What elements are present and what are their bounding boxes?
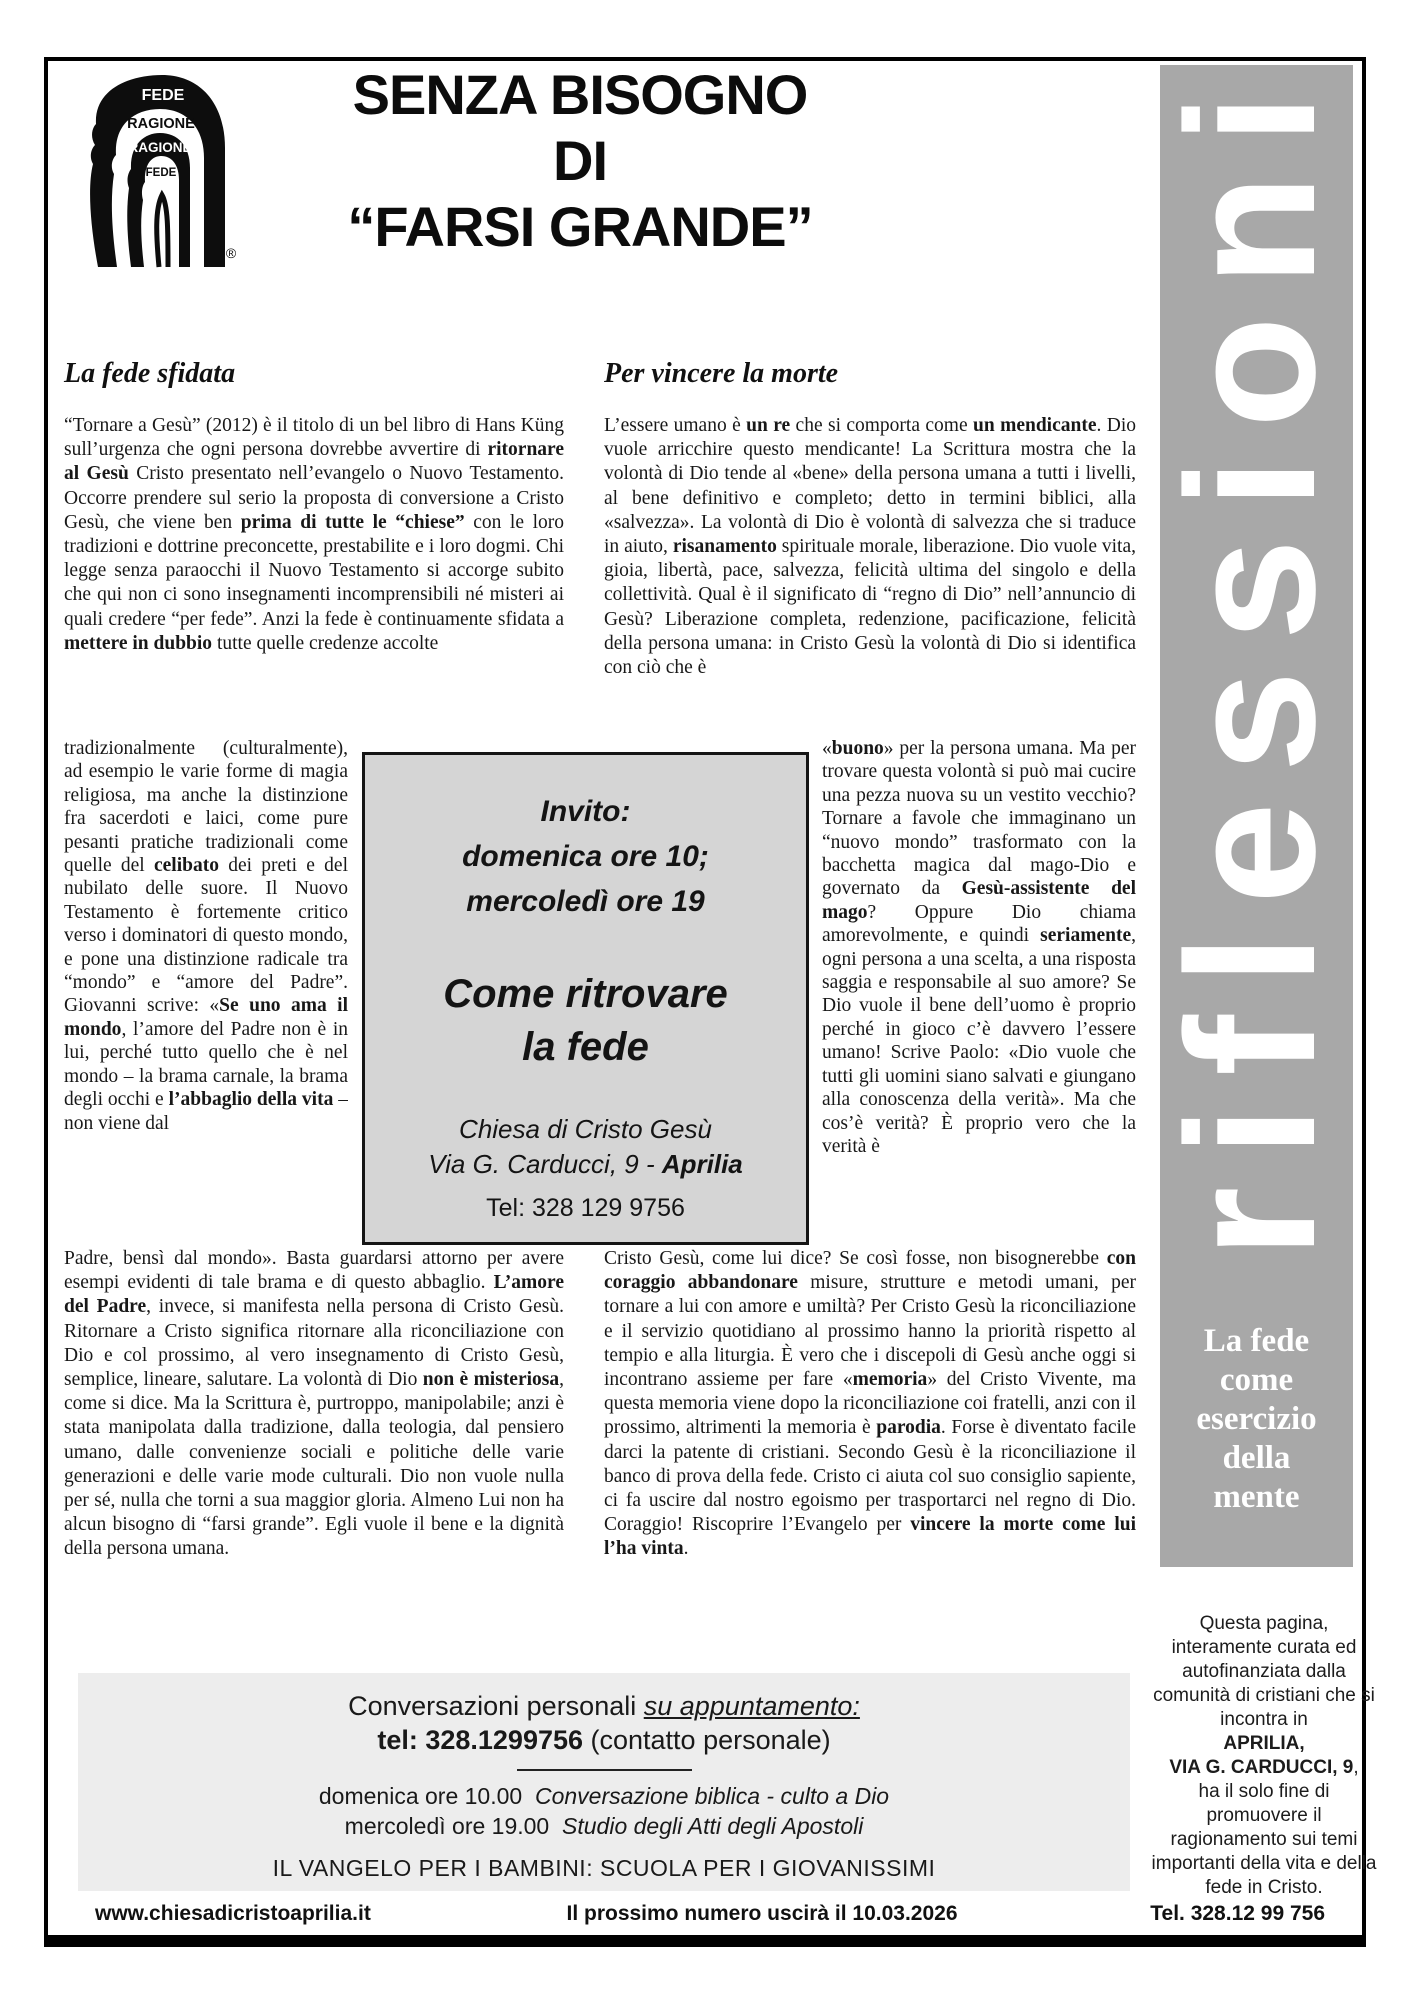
invite-title-line-2: la fede xyxy=(522,1025,649,1069)
right-article-text-wrap: «buono» per la persona umana. Ma per trovare questa volontà si può mai cucire una pezza nuova su un vestito vecchio? Tornare a favole che immaginano un “nuovo mondo” trasformato con la bacchetta magica dal mago-Dio e governato da Gesù-assistente del mago? Oppure Dio chiama amorevolmente, e quindi seriamente, ogni persona a una scelta, a una risposta saggia e responsabile al suo amore? Se Dio vuole il bene dell’uomo è proprio perché in gioco c’è davvero l’essere umano! Scrive Paolo: «Dio vuole che tutti gli uomini siano salvati e giungano alla conoscenza della verità». Ma che cos’è verità? È proprio vero che la verità è xyxy=(822,738,1136,1157)
invite-label: Invito: xyxy=(540,795,631,828)
page-title xyxy=(250,62,910,260)
footer-next-issue: Il prossimo numero uscirà il 10.03.2026 xyxy=(566,1902,958,1925)
children-school-line: IL VANGELO PER I BAMBINI: SCUOLA PER I GIOVANISSIMI xyxy=(272,1855,936,1881)
invite-wednesday-time: mercoledì ore 19 xyxy=(466,885,705,918)
contact-box xyxy=(78,1673,1130,1891)
right-article-heading: Per vincere la morte xyxy=(604,358,839,389)
left-article-text-top: “Tornare a Gesù” (2012) è il titolo di un bel libro di Hans Küng sull’urgenza che ogni persona dovrebbe avvertire di ritornare al Gesù Cristo presentato nell’evangelo o Nuovo Testamento. Occorre prendere sul serio la proposta di conversione a Cristo Gesù, che viene ben prima di tutte le “chiese” con le loro tradizioni e dottrine preconcette, prestabilite e i loro dogmi. Chi legge senza paraocchi il Nuovo Testamento si accorge subito che qui non ci sono insegnamenti incomprensibili né misteri ai quali credere “per fede”. Anzi la fede è continuamente sfidata a mettere in dubbio tutte quelle credenze accolte xyxy=(64,415,564,654)
schedule-time: mercoledì ore 19.00 xyxy=(344,1813,550,1839)
sidebar-vertical-title: riflessioni xyxy=(1148,63,1353,1258)
sidebar-funding-note: Questa pagina, interamente curata ed autofinanziata dalla comunità di cristiani che si incontra in APRILIA, VIA G. CARDUCCI, 9, ha il solo fine di promuovere il ragionamento sui temi importanti della vita e della fede in Cristo. xyxy=(1151,1613,1377,1898)
logo-label-fede-outer: FEDE xyxy=(141,87,185,104)
title-line-1: SENZA BISOGNO xyxy=(352,63,808,126)
contact-phone-line: tel: 328.1299756 (contatto personale) xyxy=(377,1725,831,1755)
contact-divider xyxy=(517,1769,692,1771)
left-article-text-wrap: tradizionalmente (culturalmente), ad esempio le varie forme di magia religiosa, ma anche la distinzione fra sacerdoti e laici, come pure pesanti pratiche tradizionali come quelle del celibato dei preti e del nubilato delle suore. Il Nuovo Testamento è fortemente critico verso i dominatori di questo mondo, e pone una distinzione radicale tra “mondo” e “amore del Padre”. Giovanni scrive: «Se uno ama il mondo, l’amore del Padre non è in lui, perché tutto quello che è nel mondo – la brama carnale, la brama degli occhi e l’abbaglio della vita – non viene dal xyxy=(64,738,348,1134)
church-name: Chiesa di Cristo Gesù xyxy=(459,1114,712,1144)
invitation-box xyxy=(362,752,809,1245)
schedule-desc: Studio degli Atti degli Apostoli xyxy=(562,1813,864,1839)
right-article-text-bottom: Cristo Gesù, come lui dice? Se così fosse, non bisognerebbe con coraggio abbandonare misure, strutture e metodi umani, per tornare a lui con amore e umiltà? Per Cristo Gesù la riconciliazione e il servizio quotidiano al prossimo hanno la priorità rispetto al tempio e alla liturgia. È vero che i discepoli di Gesù anche oggi si incontrano assieme per fare «memoria» del Cristo Vivente, ma questa memoria viene dopo la riconciliazione coi fratelli, anzi con il prossimo, altrimenti la memoria è parodia. Forse è diventato facile darci la patente di cristiani. Secondo Gesù è la riconciliazione il banco di prova della fede. Cristo ci aiuta col suo consiglio sapiente, ci fa uscire dal nostro egoismo per trasportarci nel regno di Dio. Coraggio! Riscoprire l’Evangelo per vincere la morte come lui l’ha vinta. xyxy=(604,1248,1136,1560)
schedule-row-sunday xyxy=(78,1781,1130,1811)
title-line-3: “FARSI GRANDE” xyxy=(347,195,813,258)
logo-label-ragione-2: RAGIONE xyxy=(128,140,192,155)
church-phone: Tel: 328 129 9756 xyxy=(486,1194,685,1222)
left-article-heading: La fede sfidata xyxy=(64,358,236,389)
footer-phone: Tel. 328.12 99 756 xyxy=(1150,1902,1325,1925)
right-article-text-top: L’essere umano è un re che si comporta come un mendicante. Dio vuole arricchire questo mendicante! La Scrittura mostra che la volontà di Dio tende al «bene» della persona umana a tutti i livelli, al bene definitivo e completo; detto in termini biblici, alla «salvezza». La volontà di Dio è volontà di salvezza che si traduce in aiuto, risanamento spirituale morale, liberazione. Dio vuole vita, gioia, libertà, pace, salvezza, felicità ultima del singolo e della collettività. Qual è il significato di “regno di Dio” nell’annuncio di Gesù? Liberazione completa, redenzione, pacificazione, felicità della persona umana: in Cristo Gesù la volontà di Dio si identifica con ciò che è xyxy=(604,415,1136,679)
title-line-2: DI xyxy=(553,129,607,192)
contact-appointment-line: Conversazioni personali su appuntamento: xyxy=(348,1691,860,1721)
schedule-row-wednesday xyxy=(78,1811,1130,1841)
invite-sunday-time: domenica ore 10; xyxy=(462,840,709,873)
footer-website: www.chiesadicristoaprilia.it xyxy=(95,1902,371,1925)
sidebar-slogan: La fede come esercizio della mente xyxy=(1196,1323,1317,1515)
logo-label-ragione-1: RAGIONE xyxy=(127,116,195,132)
left-article-text-bottom: Padre, bensì dal mondo». Basta guardarsi attorno per avere esempi evidenti di tale brama e di questo abbaglio. L’amore del Padre, invece, si manifesta nella persona di Cristo Gesù. Ritornare a Cristo significa ritornare alla riconciliazione con Dio e col prossimo, al vero insegnamento di Cristo Gesù, semplice, lineare, salutare. La volontà di Dio non è misteriosa, come si dice. Ma la Scrittura è, purtroppo, manipolabile; anzi è stata manipolata dalla tradizione, dalla teologia, dal pensiero umano, dalle convenienze sociali e politiche delle varie generazioni e delle varie mode culturali. Dio non vuole nulla per sé, nulla che torni a sua maggior gloria. Almeno Lui non ha alcun bisogno di “farsi grande”. Egli vuole il bene e la dignità della persona umana. xyxy=(64,1248,564,1560)
registered-mark: ® xyxy=(225,245,237,261)
church-address: Via G. Carducci, 9 - Aprilia xyxy=(428,1149,743,1179)
invite-title-line-1: Come ritrovare xyxy=(443,972,728,1016)
schedule-time: domenica ore 10.00 xyxy=(318,1783,523,1809)
logo-label-fede-inner: FEDE xyxy=(145,167,177,179)
schedule-desc: Conversazione biblica - culto a Dio xyxy=(534,1783,890,1809)
fede-ragione-logo xyxy=(86,70,238,268)
invite-title xyxy=(365,968,806,1074)
